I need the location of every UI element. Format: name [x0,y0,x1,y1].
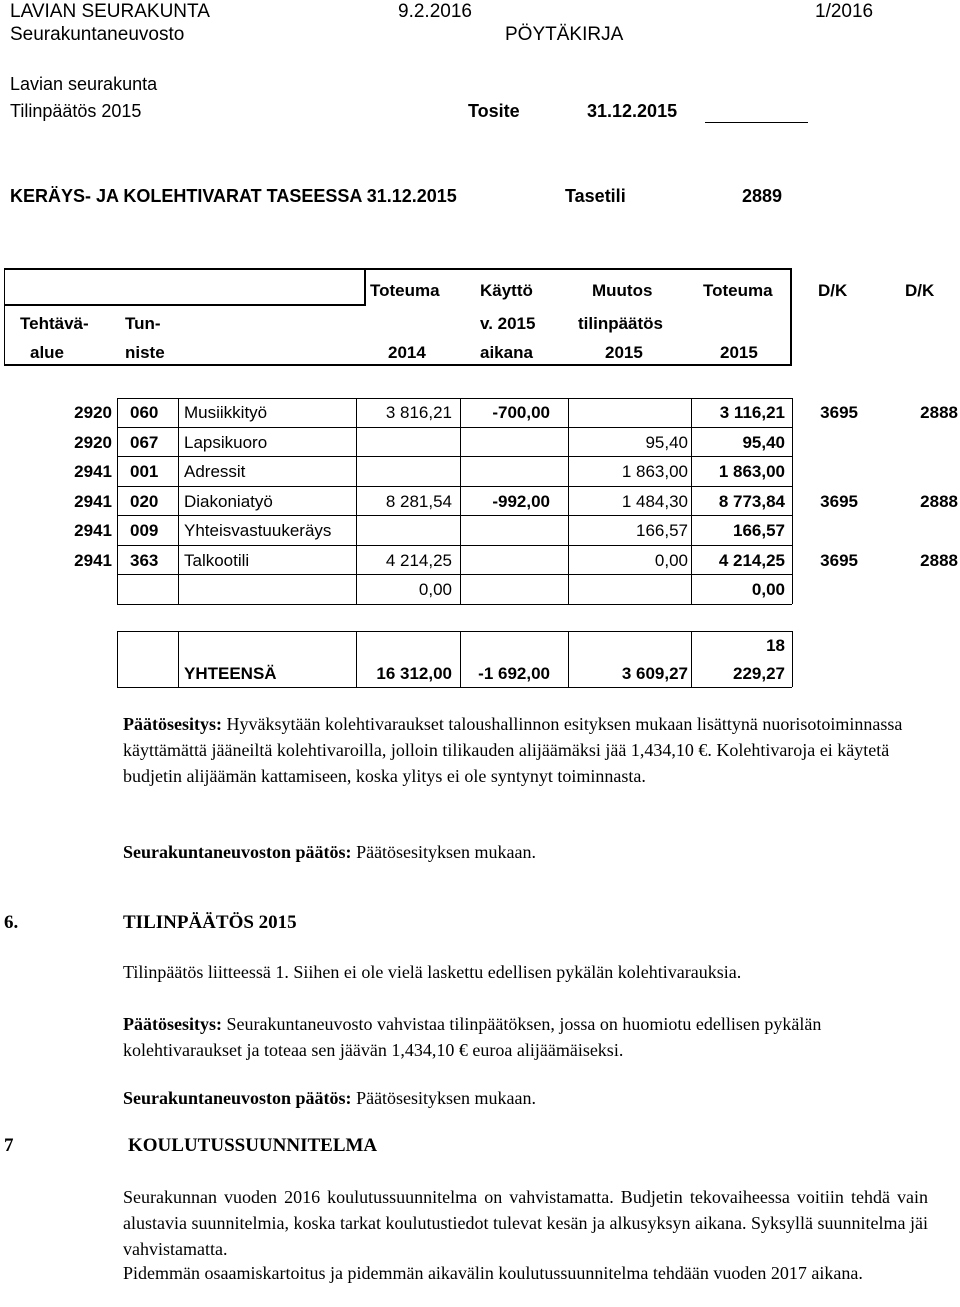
section-6-heading: TILINPÄÄTÖS 2015 [123,912,297,933]
decision-text: Päätösesityksen mukaan. [351,842,537,862]
header-divider-v [364,268,366,306]
cell-name: Diakoniatyö [184,491,273,511]
col-header-year: v. 2015 [480,314,536,333]
cell-change: 95,40 [645,432,688,452]
decision-paragraph-1 [123,839,536,865]
proposal-label: Päätösesitys: [123,714,222,734]
header-divider [4,304,364,306]
signature-line [705,122,808,123]
cell-code: 020 [130,491,159,511]
totals-used: -1 692,00 [478,664,550,683]
meeting-date: 9.2.2016 [398,1,472,22]
cell-area: 2941 [74,550,112,570]
cell-toteuma-2014: 4 214,25 [385,550,452,570]
col-header-2014: 2014 [388,343,426,362]
cell-name: Yhteisvastuukeräys [184,521,332,540]
col-header-tilinpaatos: tilinpäätös [578,314,664,333]
totals-2015-line1: 18 [766,636,785,655]
page-number: 1/2016 [815,1,874,22]
cell-toteuma-2015: 95,40 [742,432,785,452]
cell-toteuma-2015: 0,00 [751,580,785,599]
cell-change: 1 863,00 [621,462,688,481]
totals-change: 3 609,27 [621,664,688,683]
account-label: Tasetili [565,186,626,206]
proposal-paragraph-1 [123,711,923,789]
cell-name: Adressit [184,462,246,481]
col-header-2015: 2015 [605,343,643,362]
section-7-heading: KOULUTUSSUUNNITELMA [128,1135,378,1156]
proposal-text-2: Seurakuntaneuvosto vahvistaa tilinpäätöksen, jossa on huomiotu edellisen pykälän kolehtivaraukset ja toteaa sen jäävän 1,434,10 € euroa alijäämäiseksi. [123,1014,822,1060]
document-type: PÖYTÄKIRJA [505,24,624,45]
cell-toteuma-2015: 4 214,25 [718,550,785,570]
statement-title: Tilinpäätös 2015 [10,101,142,121]
account-number: 2889 [742,186,783,206]
decision-paragraph-2 [123,1085,536,1111]
proposal-text: Hyväksytään kolehtivaraukset taloushallinnon esityksen mukaan lisättynä nuorisotoiminnassa käyttämättä jääneiltä kolehtivaroilla, jolloin tilikauden alijäämäksi jää 1,434,10 €. Kolehtivaroja ei käytetä budjetin alijäämän kattamiseen, koska ylitys ei ole syntynyt toiminnasta. [123,714,903,786]
cell-change: 1 484,30 [621,491,688,511]
cell-area: 2941 [74,491,112,511]
cell-toteuma-2015: 3 116,21 [719,403,785,422]
cell-area: 2920 [74,403,112,422]
cell-area: 2941 [74,521,112,540]
proposal-paragraph-2 [123,1011,903,1063]
col-header-area-2: alue [30,343,65,362]
col-header-toteuma-2014: Toteuma [370,281,440,300]
col-header-dk-1: D/K [818,281,848,300]
cell-code: 001 [130,462,159,481]
col-header-code: Tun- [125,314,161,333]
totals-2014: 16 312,00 [376,664,452,683]
cell-name: Musiikkityö [184,403,268,422]
col-header-aikana: aikana [480,343,533,362]
cell-change: 166,57 [636,521,688,540]
decision-text-2: Päätösesityksen mukaan. [351,1088,537,1108]
cell-area: 2920 [74,432,112,452]
cell-change: 0,00 [654,550,688,570]
cell-code: 363 [130,550,159,570]
col-header-2015-b: 2015 [720,343,758,362]
cell-used: -700,00 [492,403,550,422]
col-header-area: Tehtävä- [20,314,89,333]
col-header-muutos: Muutos [592,281,653,300]
col-header-kaytto: Käyttö [480,281,533,300]
totals-2015-line2: 229,27 [733,664,785,683]
body-name: Seurakuntaneuvosto [10,24,185,45]
col-header-dk-2: D/K [905,281,935,300]
cell-name: Talkootili [184,550,250,570]
section-7-number: 7 [4,1135,14,1156]
cell-dk-2: 2888 [920,550,958,570]
decision-label-2: Seurakuntaneuvoston päätös: [123,1088,352,1108]
cell-used: -992,00 [492,491,550,511]
org-name: LAVIAN SEURAKUNTA [10,1,210,22]
cell-toteuma-2014: 0,00 [418,580,452,599]
decision-label: Seurakuntaneuvoston päätös: [123,842,352,862]
totals-label: YHTEENSÄ [184,664,277,683]
cell-area: 2941 [74,462,112,481]
cell-name: Lapsikuoro [184,432,268,452]
tosite-date: 31.12.2015 [587,101,678,121]
cell-code: 060 [130,403,159,422]
cell-toteuma-2014: 3 816,21 [385,403,452,422]
cell-dk-1: 3695 [820,403,858,422]
cell-code: 009 [130,521,159,540]
cell-dk-1: 3695 [820,491,858,511]
cell-dk-1: 3695 [820,550,858,570]
cell-code: 067 [130,432,159,452]
proposal-label-2: Päätösesitys: [123,1014,222,1034]
tosite-label: Tosite [468,101,520,121]
cell-dk-2: 2888 [920,491,958,511]
cell-toteuma-2014: 8 281,54 [385,491,452,511]
section-6-number: 6. [4,912,19,933]
cell-toteuma-2015: 166,57 [733,521,785,540]
section-6-intro: Tilinpäätös liitteessä 1. Siihen ei ole vielä laskettu edellisen pykälän kolehtivarauksia. [123,962,742,982]
cell-toteuma-2015: 8 773,84 [718,491,785,511]
report-title: KERÄYS- JA KOLEHTIVARAT TASEESSA 31.12.2015 [10,186,457,206]
section-7-paragraph-1: Seurakunnan vuoden 2016 koulutussuunnitelma on vahvistamatta. Budjetin tekovaiheessa voitiin tehdä vain alustavia suunnitelmia, koska tarkat koulutustiedot tulevat kesän ja alkusyksyn aikana. Syksyllä suunnitelma jäi vahvistamatta. [123,1187,928,1259]
parish-name: Lavian seurakunta [10,74,158,94]
section-7-paragraph-2: Pidemmän osaamiskartoitus ja pidemmän aikavälin koulutussuunnitelma tehdään vuoden 2017 aikana. [123,1263,863,1283]
col-header-toteuma-2015: Toteuma [703,281,773,300]
cell-dk-2: 2888 [920,403,958,422]
cell-toteuma-2015: 1 863,00 [718,462,785,481]
col-header-code-2: niste [125,343,165,362]
